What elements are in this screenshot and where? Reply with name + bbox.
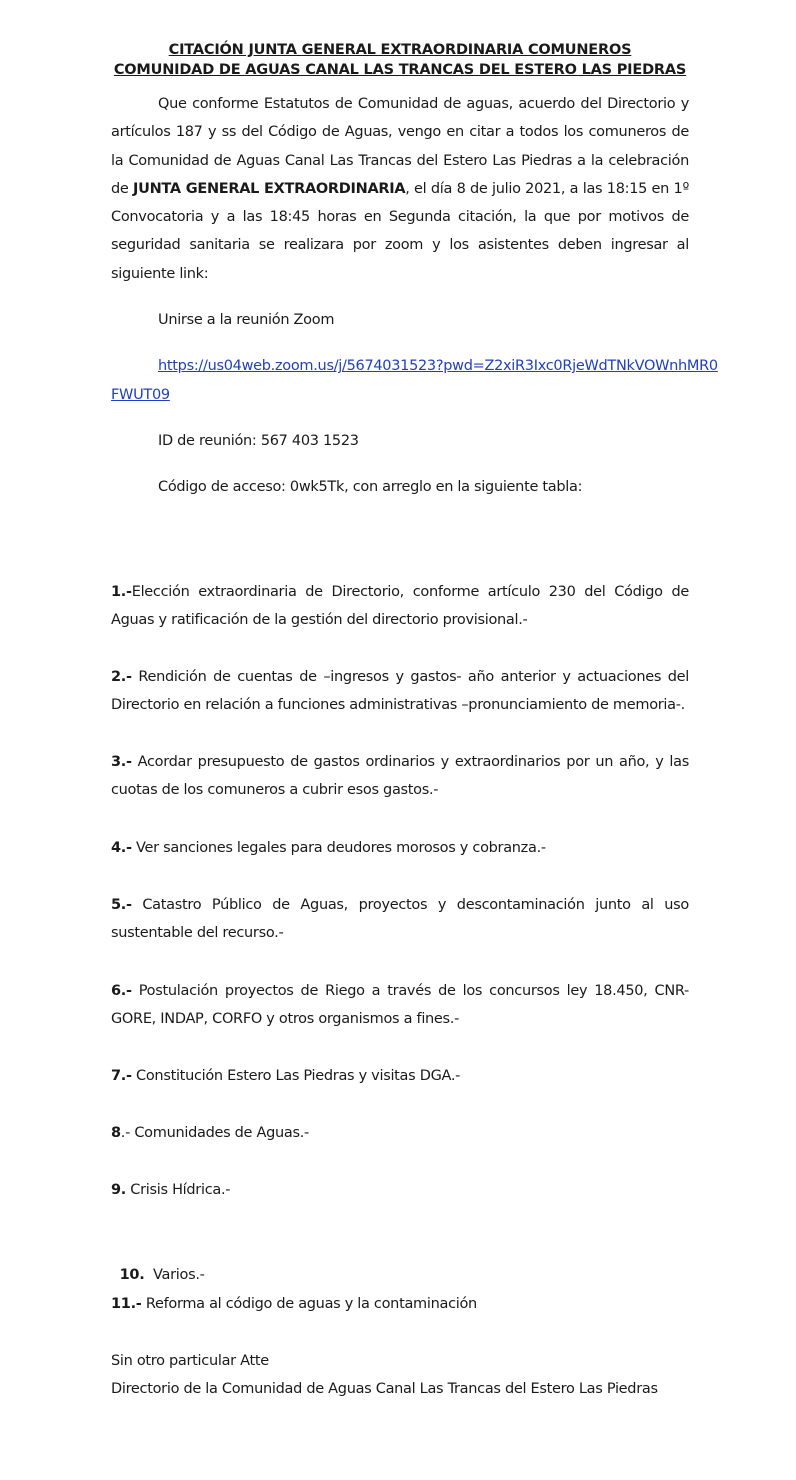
agenda-item-text: Rendición de cuentas de –ingresos y gastos- año anterior y actuaciones del Directorio en relación a funciones administrativas –pronunciamiento de memoria-.	[111, 669, 689, 714]
agenda-item-9	[111, 1176, 689, 1204]
agenda-item-8	[111, 1119, 689, 1147]
title-line-2: COMUNIDAD DE AGUAS CANAL LAS TRANCAS DEL ESTERO LAS PIEDRAS	[113, 62, 687, 78]
agenda-item-number: 2.-	[111, 669, 132, 685]
signature-line: Directorio de la Comunidad de Aguas Canal Las Trancas del Estero Las Piedras	[111, 1381, 658, 1397]
agenda-item-1	[111, 578, 689, 635]
agenda-item-number: 11.-	[111, 1296, 142, 1312]
agenda-item-2	[111, 663, 689, 720]
agenda-item-number: 5.-	[111, 897, 132, 913]
agenda-item-text: Varios.-	[144, 1267, 205, 1284]
agenda-item-text: Catastro Público de Aguas, proyectos y descontaminación junto al uso sustentable del recurso.-	[111, 897, 689, 942]
zoom-join-label: Unirse a la reunión Zoom	[158, 312, 335, 329]
intro-paragraph	[111, 90, 689, 288]
agenda-item-text: Acordar presupuesto de gastos ordinarios y extraordinarios por un año, y las cuotas de los comuneros a cubrir esos gastos.-	[111, 754, 689, 799]
agenda-item-number: 7.-	[111, 1068, 132, 1084]
zoom-link[interactable]: https://us04web.zoom.us/j/5674031523?pwd=Z2xiR3Ixc0RjeWdTNkVOWnhMR0FWUT09	[111, 358, 718, 403]
agenda-item-number: 10.	[119, 1267, 145, 1284]
agenda-item-text: Constitución Estero Las Piedras y visitas DGA.-	[131, 1068, 461, 1084]
agenda-item-number: 8	[111, 1125, 121, 1141]
agenda-item-text: Crisis Hídrica.-	[126, 1182, 231, 1198]
intro-bold-text: JUNTA GENERAL EXTRAORDINARIA	[133, 180, 406, 197]
zoom-meeting-id: ID de reunión: 567 403 1523	[158, 432, 359, 449]
closing-line: Sin otro particular Atte	[111, 1353, 269, 1369]
agenda-item-3	[111, 748, 689, 805]
agenda-item-number: 1.-	[111, 584, 132, 600]
zoom-access-code: Código de acceso: 0wk5Tk, con arreglo en la siguiente tabla:	[158, 479, 583, 496]
agenda-item-text: Postulación proyectos de Riego a través de los concursos ley 18.450, CNR- GORE, INDAP, CORFO y otros organismos a fines.-	[111, 983, 689, 1028]
agenda-item-text: .- Comunidades de Aguas.-	[120, 1125, 309, 1141]
intro-text-start: Que conforme Estatutos de Comunidad de aguas, acuerdo del Directorio y artículos 187 y ss del Código de Aguas, vengo en citar a todos los comuneros de la Comunidad de Aguas Canal Las Trancas del Estero Las Piedras a la celebración de	[111, 96, 689, 197]
agenda-item-10	[111, 1233, 689, 1290]
agenda-item-text: Ver sanciones legales para deudores morosos y cobranza.-	[131, 840, 546, 856]
agenda-item-number: 4.-	[111, 840, 132, 856]
agenda-item-7	[111, 1062, 689, 1090]
agenda-item-6	[111, 977, 689, 1034]
agenda-item-4	[111, 834, 689, 862]
title-line-1: CITACIÓN JUNTA GENERAL EXTRAORDINARIA COMUNEROS	[168, 42, 632, 58]
agenda-item-text: Elección extraordinaria de Directorio, conforme artículo 230 del Código de Aguas y ratificación de la gestión del directorio provisional.-	[111, 584, 689, 629]
agenda-item-number: 6.-	[111, 983, 132, 999]
agenda-item-number: 9.	[111, 1182, 126, 1198]
agenda-item-text: Reforma al código de aguas y la contaminación	[141, 1296, 477, 1312]
agenda-item-number: 3.-	[111, 754, 132, 770]
agenda-item-5	[111, 891, 689, 948]
document-body	[111, 40, 718, 502]
intro-text-end: , el día 8 de julio 2021, a las 18:15 en 1º Convocatoria y a las 18:45 horas en Segunda citación, la que por motivos de seguridad sanitaria se realizara por zoom y los asistentes deben ingresar al siguiente link:	[111, 180, 689, 282]
agenda-item-11	[111, 1290, 689, 1318]
